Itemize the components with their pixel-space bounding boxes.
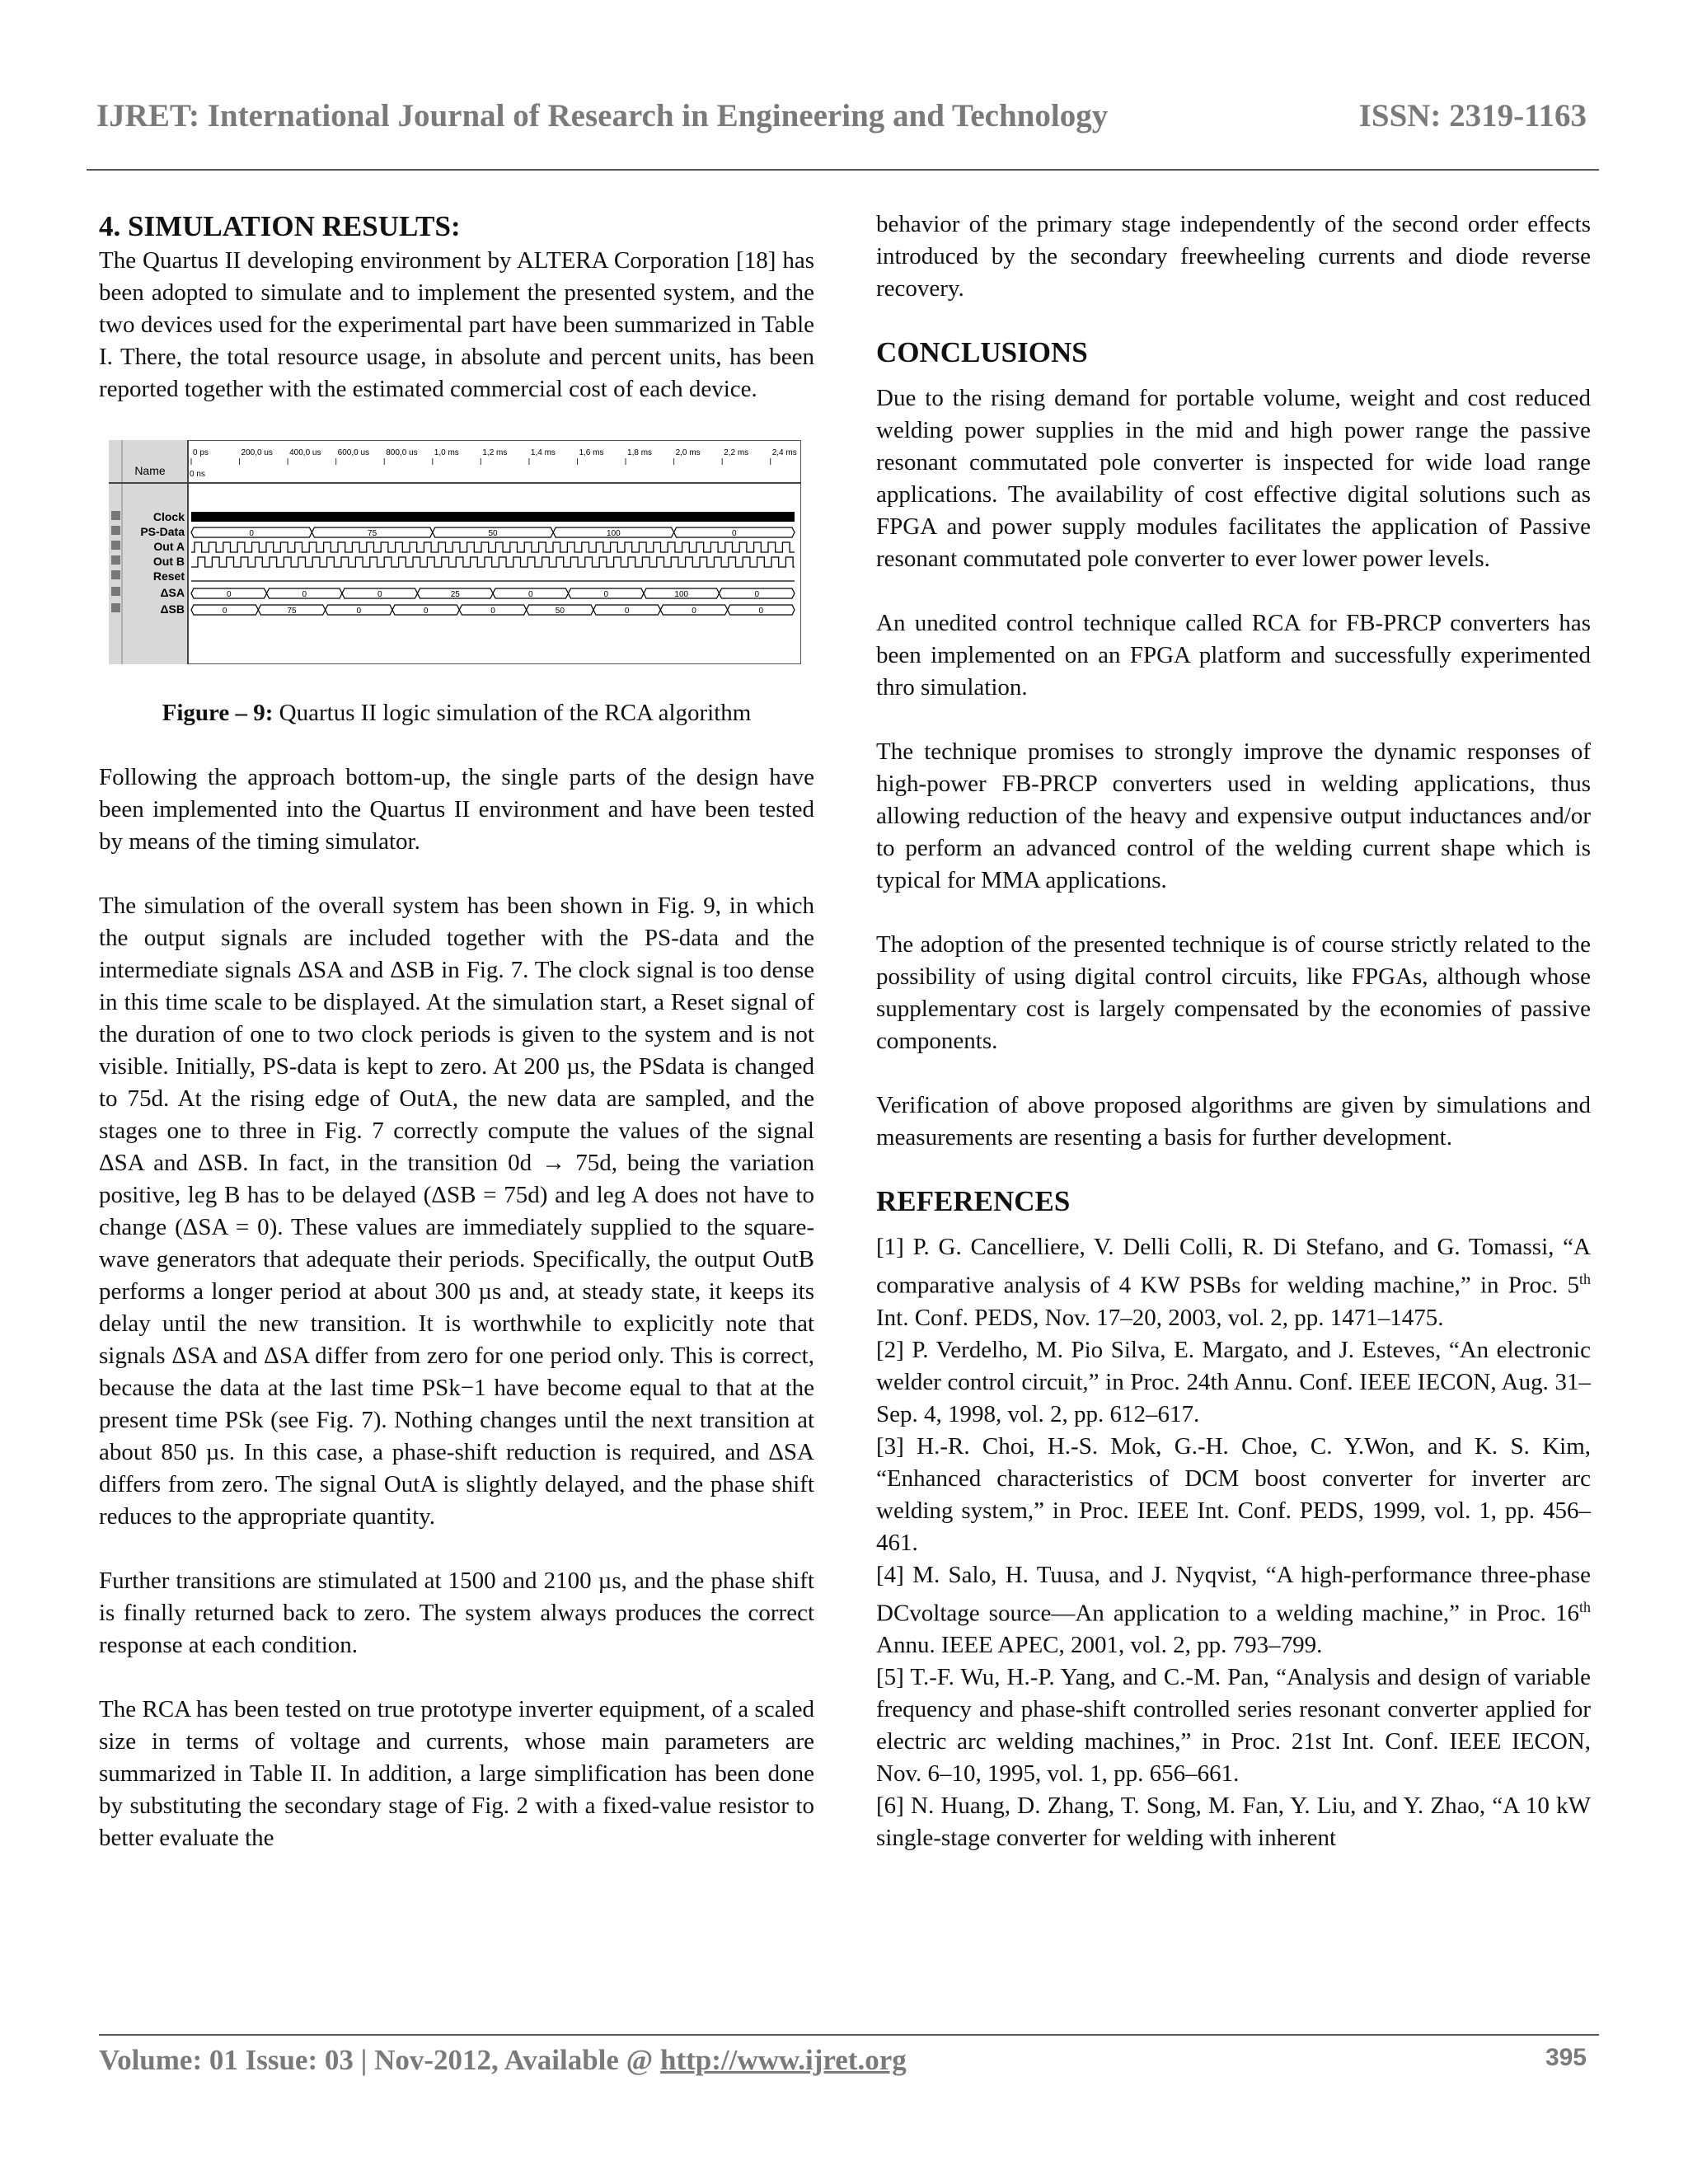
tick-label: 200,0 us [241, 448, 273, 457]
paragraph: The simulation of the overall system has been shown in Fig. 9, in which the output signals are included together with the PS-data and the intermediate signals ΔSA and ΔSB in Fig. 7. The clock signal is too dense in this time scale to be displayed. At the simulation start, a Reset signal of the duration of one to two clock periods is given to the system and is not visible. Initially, PS-data is kept to zero. At 200 µs, the PSdata is changed to 75d. At the rising edge of OutA, the new data are sampled, and the stages one to three in Fig. 7 correctly compute the values of the signal ΔSA and ΔSB. In fact, in the transition 0d → 75d, being the variation positive, leg B has to be delayed (ΔSB = 75d) and leg A does not have to change (ΔSA = 0). These values are immediately supplied to the square-wave generators that adequate their periods. Specifically, the output OutB performs a longer period at about 300 µs and, at steady state, it keeps its delay until the new transition. It is worthwhile to explicitly note that signals ΔSA and ΔSA differ from zero for one period only. This is correct, because the data at the last time PSk−1 have become equal to that at the present time PSk (see Fig. 7). Nothing changes until the next transition at about 850 µs. In this case, a phase-shift reduction is required, and ΔSA differs from zero. The signal OutA is slightly delayed, and the phase shift reduces to the appropriate quantity. [99, 893, 814, 1530]
paragraph: behavior of the primary stage independently of the second order effects introduced by the secondary freewheeling currents and diode reverse recovery. [876, 211, 1591, 302]
figure-frame [109, 440, 801, 664]
section-heading-conclusions: CONCLUSIONS [876, 336, 1088, 368]
tick-label: 1,8 ms [627, 448, 653, 457]
signal-name: PS-Data [140, 525, 185, 538]
section-heading-references: REFERENCES [876, 1185, 1071, 1217]
row-icon [111, 603, 120, 612]
page-number: 395 [1545, 2044, 1587, 2071]
left-column [99, 209, 814, 1854]
signal-name: Out A [153, 540, 185, 553]
delta-sa-bus-value: 0 [377, 590, 382, 599]
caption-label: Figure – 9: [162, 700, 274, 726]
reference-4: [4] M. Salo, H. Tuusa, and J. Nyqvist, “A high-performance three-phase DCvoltage source—An application to a welding machine,” in Proc. 16th Annu. IEEE APEC, 2001, vol. 2, pp. 793–799. [876, 1561, 1591, 1659]
paragraph: Due to the rising demand for portable volume, weight and cost reduced welding power supplies in the mid and high power range the passive resonant commutated pole converter is inspected for wide load range applications. The availability of cost effective digital solutions such as FPGA and power supply modules facilitates the application of Passive resonant commutated pole converter to ever lower power levels. [876, 385, 1591, 572]
delta-sa-bus-value: 100 [674, 590, 689, 599]
tick-label: 1,6 ms [579, 448, 604, 457]
tick-label: 0 ps [193, 448, 209, 457]
delta-sb-bus-value: 0 [356, 607, 362, 616]
row-icon [111, 555, 120, 565]
reference-3: [3] H.-R. Choi, H.-S. Mok, G.-H. Choe, C. Y.Won, and K. S. Kim, “Enhanced characteristics of DCM boost converter for inverter arc welding system,” in Proc. IEEE Int. Conf. PEDS, 1999, vol. 1, pp. 456–461. [876, 1432, 1591, 1556]
paragraph: The RCA has been tested on true prototype inverter equipment, of a scaled size in terms of voltage and currents, whose main parameters are summarized in Table II. In addition, a large simplification has been done by substituting the secondary stage of Fig. 2 with a fixed-value resistor to better evaluate the [99, 1696, 814, 1851]
ps-data-bus-value: 0 [249, 529, 254, 538]
row-icon [111, 570, 120, 579]
figure-caption [99, 697, 814, 729]
paragraph: An unedited control technique called RCA for FB-PRCP converters has been implemented on an FPGA platform and successfully experimented thro simulation. [876, 610, 1591, 701]
signal-name: ΔSA [160, 586, 185, 599]
paragraph: The Quartus II developing environment by ALTERA Corporation [18] has been adopted to simulate and to implement the presented system, and the two devices used for the experimental part have been summarized in Table I. There, the total resource usage, in absolute and percent units, has been reported together with the estimated commercial cost of each device. [99, 247, 814, 402]
figure-9 [109, 440, 801, 664]
page-header [87, 97, 1587, 147]
tick-label: 2,2 ms [724, 448, 749, 457]
header-rule [87, 169, 1599, 171]
tick-label: 1,0 ms [434, 448, 459, 457]
tick-label: 2,0 ms [675, 448, 701, 457]
delta-sb-bus-value: 0 [758, 607, 764, 616]
paragraph: The adoption of the presented technique is of course strictly related to the possibility of using digital control circuits, like FPGAs, although whose supplementary cost is largely compensated by the economies of passive components. [876, 931, 1591, 1054]
paragraph: Further transitions are stimulated at 1500 and 2100 µs, and the phase shift is finally returned back to zero. The system always produces the correct response at each condition. [99, 1568, 814, 1658]
tick-label: 400,0 us [289, 448, 321, 457]
tick-label: 2,4 ms [771, 448, 797, 457]
tick-label: 1,4 ms [530, 448, 556, 457]
tick-label: 600,0 us [337, 448, 370, 457]
signal-name: Reset [152, 569, 185, 583]
issn: ISSN: 2319-1163 [1358, 98, 1587, 134]
delta-sa-bus-value: 0 [302, 590, 307, 599]
delta-sa-bus-value: 0 [226, 590, 232, 599]
delta-sb-bus-value: 0 [624, 607, 630, 616]
caption-text: Quartus II logic simulation of the RCA algorithm [273, 700, 752, 726]
waveform-figure [109, 440, 801, 664]
signal-name: ΔSB [160, 602, 185, 616]
footer-link[interactable]: http://www.ijret.org [659, 2044, 907, 2076]
delta-sb-bus-value: 0 [222, 607, 227, 616]
right-column [876, 209, 1591, 1854]
delta-sb-bus-value: 50 [555, 607, 565, 616]
signal-name: Out B [152, 555, 185, 568]
delta-sb-bus-value: 75 [287, 607, 297, 616]
ps-data-bus-value: 0 [732, 529, 737, 538]
delta-sa-bus-value: 25 [450, 590, 460, 599]
cursor-label: 0 ns [190, 470, 205, 479]
delta-sa-bus-value: 0 [528, 590, 533, 599]
row-icon [111, 526, 120, 535]
section-heading-simulation: 4. SIMULATION RESULTS: [99, 210, 461, 242]
clock-wave [191, 512, 795, 522]
tick-label: 800,0 us [386, 448, 418, 457]
journal-title: IJRET: International Journal of Research in Engineering and Technology [96, 98, 1109, 134]
tick-label: 1,2 ms [482, 448, 508, 457]
paragraph: Verification of above proposed algorithms are given by simulations and measurements are resenting a basis for further development. [876, 1092, 1591, 1151]
reference-1: [1] P. G. Cancelliere, V. Delli Colli, R. Di Stefano, and G. Tomassi, “A comparative analysis of 4 KW PSBs for welding machine,” in Proc. 5th Int. Conf. PEDS, Nov. 17–20, 2003, vol. 2, pp. 1471–1475. [876, 1234, 1591, 1331]
ps-data-bus-value: 100 [607, 529, 621, 538]
delta-sb-bus-value: 0 [423, 607, 429, 616]
reference-5: [5] T.-F. Wu, H.-P. Yang, and C.-M. Pan, “Analysis and design of variable frequency and phase-shift controlled series resonant converter applied for electric arc welding machines,” in Proc. 21st Int. Conf. IEEE IECON, Nov. 6–10, 1995, vol. 1, pp. 656–661. [876, 1664, 1591, 1788]
name-header: Name [134, 464, 166, 477]
ps-data-bus-value: 50 [488, 529, 498, 538]
page-footer [99, 2044, 1587, 2077]
signal-name: Clock [152, 510, 185, 523]
delta-sb-bus-value: 0 [490, 607, 495, 616]
row-icon [111, 541, 120, 550]
delta-sa-bus-value: 0 [754, 590, 760, 599]
footer-rule [99, 2034, 1599, 2036]
ps-data-bus-value: 75 [368, 529, 377, 538]
reference-6: [6] N. Huang, D. Zhang, T. Song, M. Fan, Y. Liu, and Y. Zhao, “A 10 kW single-stage converter for welding with inherent [876, 1793, 1591, 1852]
row-icon [111, 587, 120, 596]
delta-sa-bus-value: 0 [603, 590, 609, 599]
paragraph: The technique promises to strongly improve the dynamic responses of high-power FB-PRCP converters used in welding applications, thus allowing reduction of the heavy and expensive output inductances and/or to perform an advanced control of the welding current shape which is typical for MMA applications. [876, 738, 1591, 893]
row-icon [111, 511, 120, 520]
paragraph: Following the approach bottom-up, the single parts of the design have been implemented into the Quartus II environment and have been tested by means of the timing simulator. [99, 764, 814, 855]
reference-2: [2] P. Verdelho, M. Pio Silva, E. Margato, and J. Esteves, “An electronic welder control circuit,” in Proc. 24th Annu. Conf. IEEE IECON, Aug. 31–Sep. 4, 1998, vol. 2, pp. 612–617. [876, 1336, 1591, 1427]
footer-volume: Volume: 01 Issue: 03 | Nov-2012, Available @ [99, 2044, 660, 2076]
delta-sb-bus-value: 0 [692, 607, 696, 616]
